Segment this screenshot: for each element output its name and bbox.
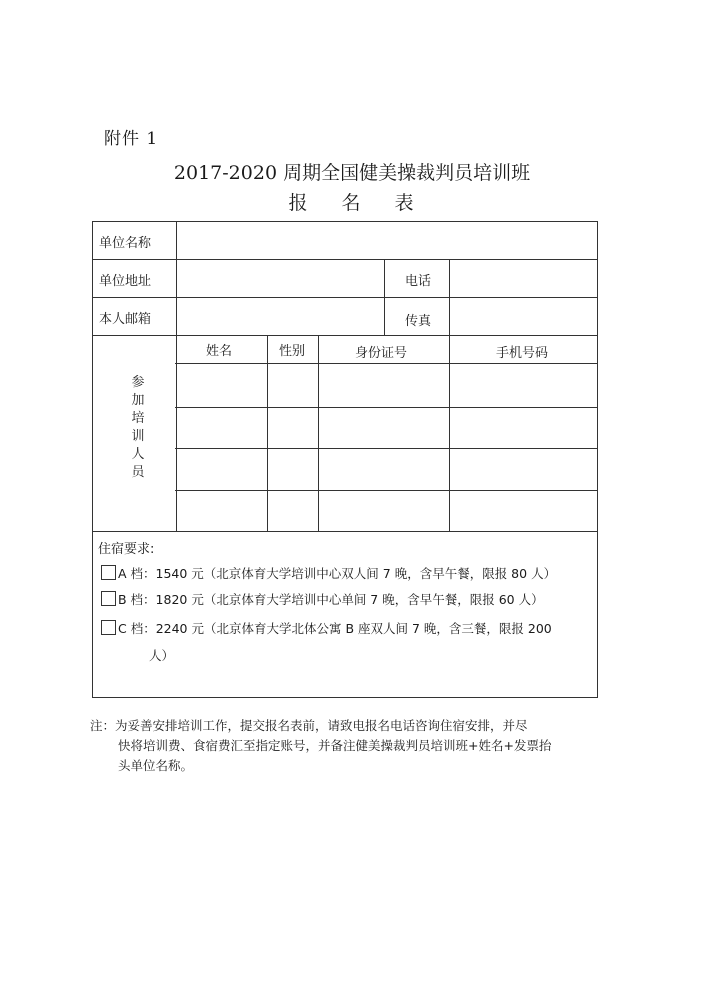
col-divider: [318, 335, 319, 531]
col-divider: [449, 259, 450, 531]
attachment-label: 附件 1: [104, 129, 159, 149]
email-label: 本人邮箱: [99, 312, 152, 327]
row-divider: [93, 335, 597, 336]
row-divider: [93, 297, 597, 298]
unit-address-label: 单位地址: [99, 274, 152, 289]
participants-label: 参 加 培 训 人 员: [131, 375, 145, 480]
row-divider: [175, 448, 597, 449]
col-header-mobile: 手机号码: [496, 346, 549, 361]
col-divider: [384, 259, 385, 335]
unit-name-label: 单位名称: [99, 236, 152, 251]
row-divider: [175, 490, 597, 491]
col-divider: [267, 335, 268, 531]
lodging-title: 住宿要求:: [98, 542, 155, 557]
lodging-option-c: C 档：2240 元（北京体育大学北体公寓 B 座双人间 7 晚，含三餐，限报 200: [101, 619, 552, 637]
lodging-option-a: A 档：1540 元（北京体育大学培训中心双人间 7 晚，含早午餐，限报 80 人）: [101, 564, 556, 582]
row-divider: [175, 407, 597, 408]
col-header-id: 身份证号: [355, 346, 408, 361]
col-header-gender: 性别: [279, 344, 306, 359]
page-title: 2017-2020 周期全国健美操裁判员培训班: [173, 162, 531, 184]
page-subtitle: 报 名 表: [288, 192, 428, 214]
checkbox-b[interactable]: [101, 591, 116, 606]
col-divider: [176, 222, 177, 531]
lodging-option-c-cont: 人）: [149, 648, 175, 663]
row-divider: [93, 531, 597, 532]
fax-label: 传真: [405, 314, 432, 329]
lodging-option-b: B 档：1820 元（北京体育大学培训中心单间 7 晚，含早午餐，限报 60 人）: [101, 590, 544, 608]
checkbox-a[interactable]: [101, 565, 116, 580]
checkbox-c[interactable]: [101, 620, 116, 635]
col-header-name: 姓名: [206, 344, 233, 359]
row-divider: [93, 259, 597, 260]
registration-form: [92, 221, 598, 698]
note: 注：为妥善安排培训工作，提交报名表前，请致电报名电话咨询住宿安排，并尽 快将培训费、食宿费汇至指定账号，并备注健美操裁判员培训班+姓名+发票抬 头单位名称。: [90, 718, 552, 773]
phone-label: 电话: [405, 274, 432, 289]
row-divider: [175, 363, 597, 364]
